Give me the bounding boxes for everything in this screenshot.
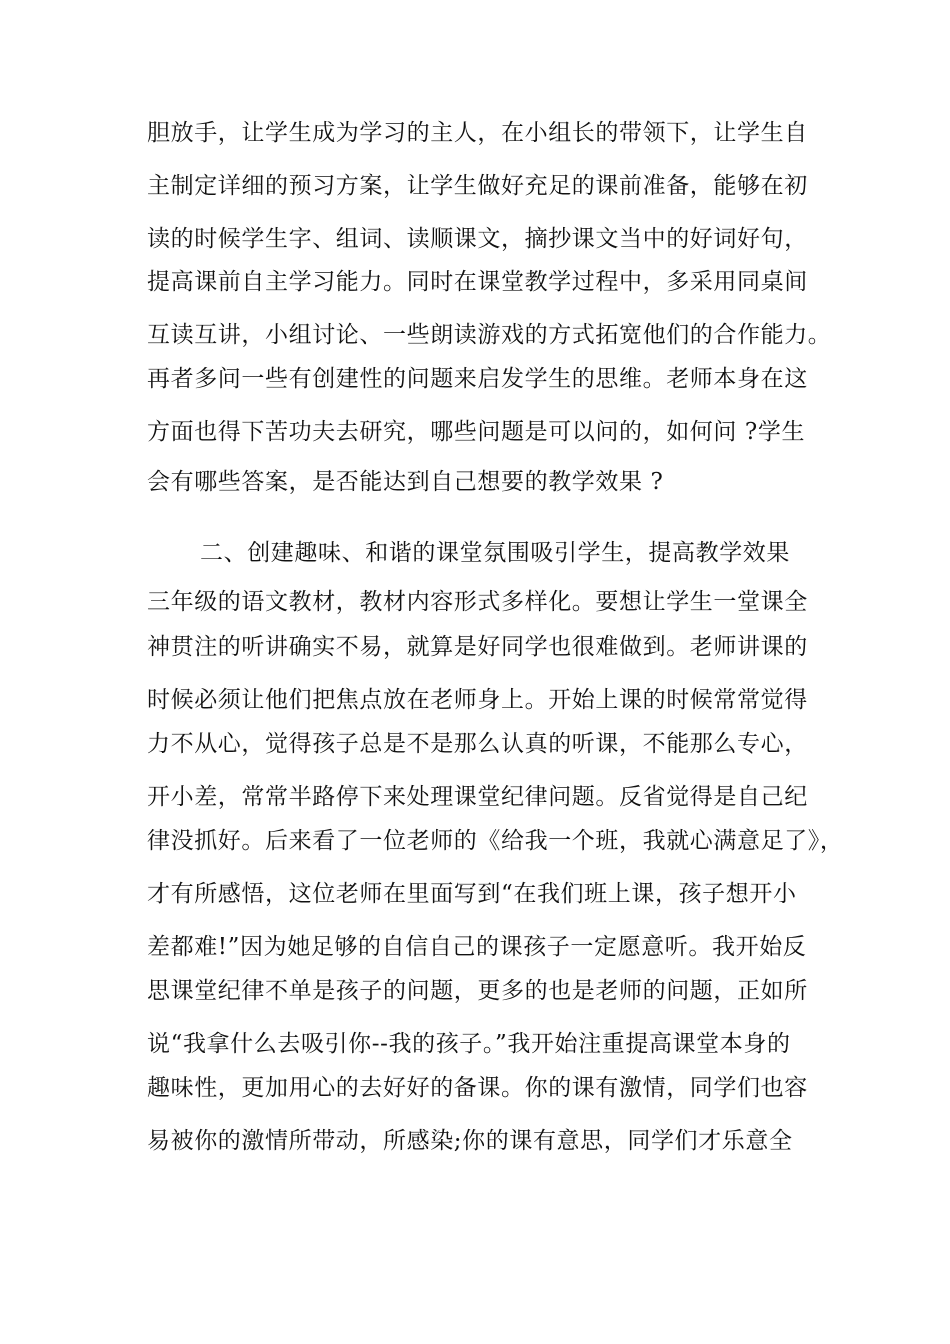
text-line: 会有哪些答案，是否能达到自己想要的教学效果 ?: [147, 469, 664, 495]
text-line: 易被你的激情所带动，所感染;你的课有意思，同学们才乐意全: [147, 1128, 793, 1154]
text-line: 开小差，常常半路停下来处理课堂纪律问题。反省觉得是自己纪: [147, 784, 808, 810]
text-line: 趣味性，更加用心的去好好的备课。你的课有激情，同学们也容: [147, 1075, 808, 1101]
text-line: 力不从心，觉得孩子总是不是那么认真的听课，不能那么专心，: [147, 731, 808, 757]
text-line: 再者多问一些有创建性的问题来启发学生的思维。老师本身在这: [147, 366, 808, 392]
text-line: 律没抓好。后来看了一位老师的《给我一个班，我就心满意足了》，: [147, 828, 844, 854]
text-line: 才有所感悟，这位老师在里面写到“在我们班上课，孩子想开小: [147, 881, 797, 907]
text-line: 神贯注的听讲确实不易，就算是好同学也很难做到。老师讲课的: [147, 634, 808, 660]
text-line: 差都难!”因为她足够的自信自己的课孩子一定愿意听。我开始反: [147, 934, 807, 960]
text-line: 提高课前自主学习能力。同时在课堂教学过程中，多采用同桌间: [147, 269, 808, 295]
text-line: 互读互讲，小组讨论、一些朗读游戏的方式拓宽他们的合作能力。: [147, 322, 832, 348]
text-line: 胆放手，让学生成为学习的主人，在小组长的带领下，让学生自: [147, 120, 808, 146]
text-line: 说“我拿什么去吸引你--我的孩子。”我开始注重提高课堂本身的: [147, 1031, 791, 1057]
text-line: 读的时候学生字、组词、读顺课文，摘抄课文当中的好词好句，: [147, 226, 808, 252]
text-line: 主制定详细的预习方案，让学生做好充足的课前准备，能够在初: [147, 173, 808, 199]
text-line: 方面也得下苦功夫去研究，哪些问题是可以问的，如何问 ?学生: [147, 419, 806, 445]
text-line: 时候必须让他们把焦点放在老师身上。开始上课的时候常常觉得: [147, 687, 808, 713]
text-line: 思课堂纪律不单是孩子的问题，更多的也是老师的问题，正如所: [147, 978, 808, 1004]
section-heading: 二、创建趣味、和谐的课堂氛围吸引学生，提高教学效果: [200, 540, 790, 566]
text-line: 三年级的语文教材，教材内容形式多样化。要想让学生一堂课全: [147, 589, 808, 615]
